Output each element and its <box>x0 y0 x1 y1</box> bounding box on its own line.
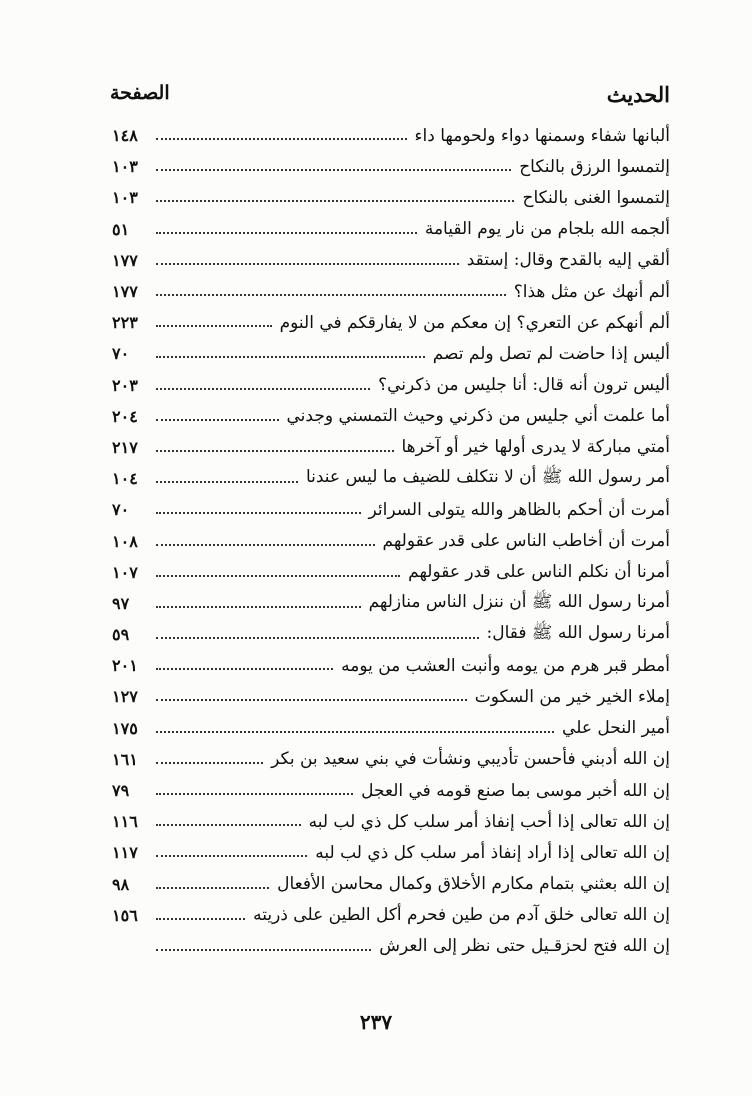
dot-leader <box>156 231 417 234</box>
hadith-text: ألجمه الله بلجام من نار يوم القيامة <box>424 219 670 240</box>
page-ref: ١٠٣ <box>112 157 138 177</box>
hadith-text: ألم أنهك عن مثل هذا؟ <box>513 281 670 302</box>
dot-leader <box>156 355 425 358</box>
dot-leader <box>156 387 370 390</box>
page-ref: ٢٠٣ <box>112 375 138 395</box>
page-number: ٢٣٧ <box>359 1010 393 1034</box>
page-ref: ١٧٧ <box>112 250 138 270</box>
hadith-text: أما علمت أني جليس من ذكرني وحيث التمسني وجدني <box>286 406 670 427</box>
index-row <box>112 775 670 806</box>
page-ref: ١٦١ <box>112 749 138 769</box>
page-ref: ٧٠ <box>112 500 130 520</box>
page-ref: ٢٢٣ <box>112 313 138 333</box>
index-row <box>112 681 670 712</box>
page-column-title: الصفحة <box>110 82 170 104</box>
index-row <box>112 837 670 868</box>
index-row <box>112 713 670 744</box>
index-row <box>112 463 670 494</box>
page-ref: ٩٨ <box>112 874 130 894</box>
hadith-text: أليس ترون أنه قال: أنا جليس من ذكرني؟ <box>378 375 670 396</box>
hadith-text: أمرنا رسول الله ﷺ فقال: <box>486 623 670 644</box>
dot-leader <box>156 886 269 889</box>
hadith-text: إن الله أخبر موسى بما صنع قومه في العجل <box>361 780 670 801</box>
hadith-text: أليس إذا حاضت لم تصل ولم تصم <box>432 343 670 364</box>
column-header <box>110 82 670 112</box>
hadith-text: ألبانها شفاء وسمنها دواء ولحومها داء <box>414 125 670 146</box>
index-row <box>112 806 670 837</box>
index-row <box>112 557 670 588</box>
hadith-text: إن الله تعالى إذا أراد إنفاذ أمر سلب كل ذي لب لبه <box>315 842 670 863</box>
index-row <box>112 276 670 307</box>
dot-leader <box>156 324 272 327</box>
dot-leader <box>156 199 514 202</box>
dot-leader <box>156 917 245 920</box>
dot-leader <box>156 667 333 670</box>
hadith-text: ألقي إليه بالقدح وقال: إستقد <box>466 250 670 271</box>
dot-leader <box>156 543 375 546</box>
index-row <box>112 214 670 245</box>
index-row <box>112 182 670 213</box>
hadith-text: أمرت أن أحكم بالظاهر والله يتولى السرائر <box>368 499 670 520</box>
dot-leader <box>156 574 400 577</box>
hadith-text: إلتمسوا الرزق بالنكاح <box>519 156 670 177</box>
hadith-text: إن الله بعثني بتمام مكارم الأخلاق وكمال محاسن الأفعال <box>277 874 670 895</box>
hadith-text: أمطر قبر هرم من يومه وأنبت العشب من يومه <box>341 655 670 676</box>
hadith-text: أمر رسول الله ﷺ أن لا نتكلف للضيف ما ليس عندنا <box>305 467 670 488</box>
hadith-text: ألم أنهكم عن التعري؟ إن معكم من لا يفارقكم في النوم <box>279 312 670 333</box>
hadith-text: إن الله تعالى إذا أحب إنفاذ أمر سلب كل ذي لب لبه <box>308 811 670 832</box>
index-row <box>112 245 670 276</box>
index-row <box>112 370 670 401</box>
dot-leader <box>156 636 479 639</box>
dot-leader <box>156 730 554 733</box>
index-row <box>112 338 670 369</box>
hadith-text: إن الله أدبني فأحسن تأديبي ونشأت في بني سعيد بن بكر <box>271 749 670 770</box>
hadith-text: إلتمسوا الغنى بالنكاح <box>522 187 670 208</box>
page-ref: ١٠٤ <box>112 469 138 489</box>
index-row <box>112 900 670 931</box>
page-ref: ١٧٧ <box>112 282 138 302</box>
hadith-text: أمير النحل علي <box>562 718 670 739</box>
page-ref: ١١٧ <box>112 843 138 863</box>
index-row <box>112 494 670 525</box>
dot-leader <box>156 761 263 764</box>
dot-leader <box>156 480 298 483</box>
dot-leader <box>156 418 279 421</box>
index-row <box>112 650 670 681</box>
index-row <box>112 869 670 900</box>
dot-leader <box>156 948 371 951</box>
page-ref: ٩٧ <box>112 593 130 613</box>
index-row <box>112 931 670 962</box>
page-ref: ١٤٨ <box>112 126 138 146</box>
page-ref: ١٠٧ <box>112 562 138 582</box>
page-ref: ١٥٦ <box>112 905 138 925</box>
index-row <box>112 307 670 338</box>
dot-leader <box>156 698 467 701</box>
page-ref: ٢٠٤ <box>112 406 138 426</box>
page-ref: ١٧٥ <box>112 718 138 738</box>
page-ref: ١٢٧ <box>112 687 138 707</box>
dot-leader <box>156 605 361 608</box>
dot-leader <box>156 137 407 140</box>
dot-leader <box>156 511 361 514</box>
page-ref: ٢١٧ <box>112 437 138 457</box>
hadith-column-title: الحديث <box>606 82 670 107</box>
dot-leader <box>156 293 506 296</box>
page-ref: ٧٠ <box>112 344 130 364</box>
dot-leader <box>156 449 394 452</box>
page-ref: ١١٦ <box>112 812 138 832</box>
page-ref: ٢٠١ <box>112 656 138 676</box>
dot-leader <box>156 854 307 857</box>
hadith-text: إن الله تعالى خلق آدم من طين فحرم أكل الطين على ذريته <box>253 905 670 926</box>
index-row <box>112 432 670 463</box>
page-ref: ٧٩ <box>112 781 130 801</box>
hadith-text: إن الله فتح لحزقـيل حتى نظر إلى العرش <box>379 936 670 957</box>
index-row <box>112 401 670 432</box>
dot-leader <box>156 262 459 265</box>
index-row <box>112 525 670 556</box>
dot-leader <box>156 168 511 171</box>
hadith-text: أمرنا رسول الله ﷺ أن ننزل الناس منازلهم <box>368 591 670 612</box>
page-ref: ١٠٨ <box>112 531 138 551</box>
hadith-index-list <box>112 120 670 962</box>
index-row <box>112 744 670 775</box>
hadith-text: أمتي مباركة لا يدرى أولها خير أو آخرها <box>401 437 670 458</box>
index-row <box>112 588 670 619</box>
dot-leader <box>156 823 301 826</box>
hadith-text: أمرنا أن نكلم الناس على قدر عقولهم <box>408 562 670 583</box>
page-ref: ٥٩ <box>112 625 130 645</box>
page-ref: ١٠٣ <box>112 188 138 208</box>
page-ref: ٥١ <box>112 219 130 239</box>
index-row <box>112 120 670 151</box>
hadith-text: إملاء الخير خير من السكوت <box>474 686 670 707</box>
dot-leader <box>156 792 353 795</box>
index-row <box>112 619 670 650</box>
hadith-text: أمرت أن أخاطب الناس على قدر عقولهم <box>382 531 670 552</box>
index-row <box>112 151 670 182</box>
